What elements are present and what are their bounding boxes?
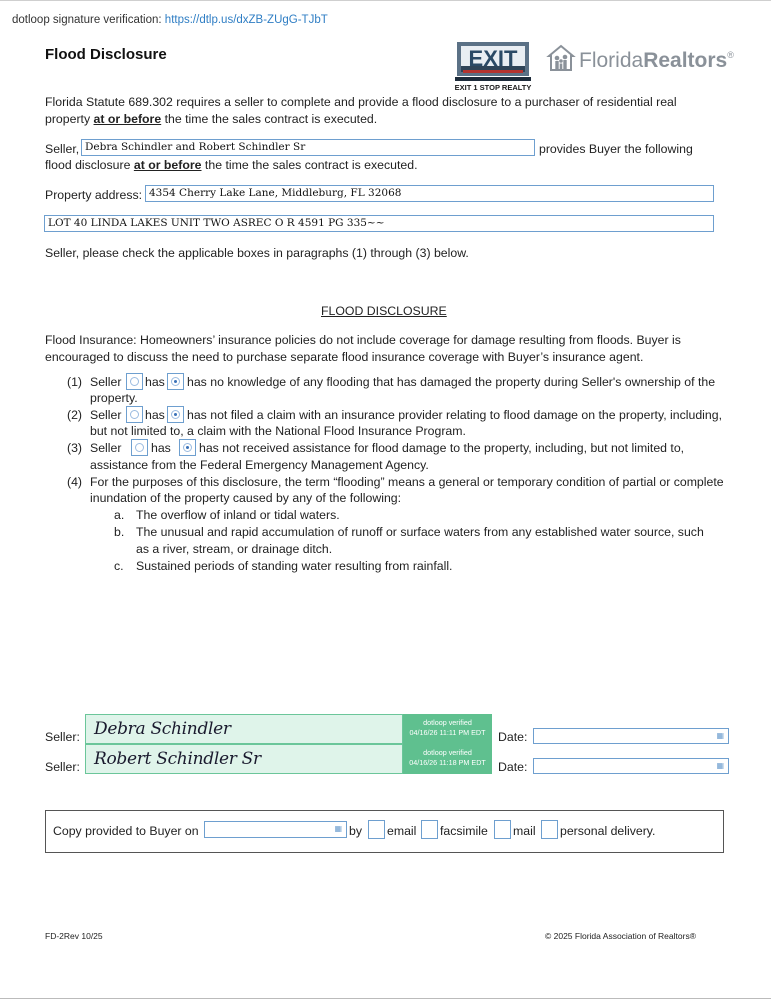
top-border bbox=[0, 0, 771, 1]
seller-2-date-label: Date: bbox=[498, 760, 528, 774]
realtors-text: Realtors bbox=[643, 49, 728, 72]
intro-line-1: Florida Statute 689.302 requires a seller to complete and provide a flood disclosure to a purchaser of residential real bbox=[45, 95, 677, 109]
seller-line-2 bbox=[45, 157, 418, 174]
item-2-has: has bbox=[145, 408, 165, 422]
copy-date-field[interactable] bbox=[204, 821, 347, 838]
item-4-line-1: For the purposes of this disclosure, the term “flooding” means a general or temporary condition of partial or complete bbox=[90, 475, 724, 489]
seller-2-signature-box[interactable] bbox=[85, 744, 403, 774]
item-2-text: has not filed a claim with an insurance provider relating to flood damage on the property, including, bbox=[187, 408, 722, 422]
mail-checkbox[interactable] bbox=[494, 820, 511, 839]
seller-2-verified-badge bbox=[403, 744, 492, 774]
sub-a-text: The overflow of inland or tidal waters. bbox=[136, 508, 340, 522]
seller-2-signature: Robert Schindler Sr bbox=[94, 749, 261, 769]
item-1-number: (1) bbox=[67, 375, 83, 389]
instruction-text: Seller, please check the applicable boxes in paragraphs (1) through (3) below. bbox=[45, 246, 469, 260]
seller-text-b: the time the sales contract is executed. bbox=[201, 158, 418, 172]
item-3-has-not-radio[interactable] bbox=[179, 439, 196, 456]
sub-b-letter: b. bbox=[114, 525, 125, 539]
seller-text-a: flood disclosure bbox=[45, 158, 134, 172]
seller-1-date-field[interactable] bbox=[533, 728, 729, 744]
item-1-seller: Seller bbox=[90, 375, 122, 389]
item-4-number: (4) bbox=[67, 475, 83, 489]
insurance-line-1: Flood Insurance: Homeowners’ insurance policies do not include coverage for damage resulting from floods. Buyer is bbox=[45, 333, 681, 347]
house-family-icon bbox=[549, 46, 573, 70]
item-2-text-2: but not limited to, a claim with the National Flood Insurance Program. bbox=[90, 424, 466, 438]
facsimile-option: facsimile bbox=[440, 824, 488, 838]
item-3-has: has bbox=[151, 441, 171, 455]
item-1-has-not-radio[interactable] bbox=[167, 373, 184, 390]
copy-provided-label: Copy provided to Buyer on bbox=[53, 824, 199, 838]
item-3-number: (3) bbox=[67, 441, 83, 455]
item-2-number: (2) bbox=[67, 408, 83, 422]
verification-link[interactable]: https://dtlp.us/dxZB-ZUgG-TJbT bbox=[164, 14, 328, 26]
section-heading: FLOOD DISCLOSURE bbox=[321, 304, 447, 318]
calendar-icon: ▦ bbox=[716, 731, 724, 740]
seller-label: Seller, bbox=[45, 142, 80, 156]
florida-realtors-logo bbox=[547, 42, 734, 79]
item-4-line-2: inundation of the property caused by any of the following: bbox=[90, 491, 402, 505]
intro-line-2 bbox=[45, 111, 377, 128]
signature-verification bbox=[12, 14, 328, 26]
insurance-line-2: encouraged to discuss the need to purchase separate flood insurance coverage with Buyer’s insurance agent. bbox=[45, 350, 644, 364]
seller-2-label: Seller: bbox=[45, 760, 80, 774]
exit-realty-logo bbox=[453, 40, 539, 92]
item-1-text: has no knowledge of any flooding that has damaged the property during Seller's ownership of the bbox=[187, 375, 716, 389]
seller-2-timestamp: 04/16/26 11:18 PM EDT bbox=[409, 758, 486, 767]
copyright: © 2025 Florida Association of Realtors® bbox=[545, 931, 696, 941]
seller-2-date-field[interactable] bbox=[533, 758, 729, 774]
facsimile-checkbox[interactable] bbox=[421, 820, 438, 839]
item-3-seller: Seller bbox=[90, 441, 122, 455]
item-2-has-not-radio[interactable] bbox=[167, 406, 184, 423]
item-3-text-2: assistance from the Federal Emergency Management Agency. bbox=[90, 458, 429, 472]
item-3-has-radio[interactable] bbox=[131, 439, 148, 456]
exit-tagline: EXIT 1 STOP REALTY bbox=[454, 83, 532, 92]
seller-1-label: Seller: bbox=[45, 730, 80, 744]
intro-emphasis: at or before bbox=[93, 112, 162, 126]
svg-text:FloridaRealtors® bbox=[579, 49, 734, 72]
seller-1-signature: Debra Schindler bbox=[94, 719, 231, 739]
exit-logo-graphic bbox=[453, 40, 539, 92]
florida-text: Florida bbox=[579, 49, 644, 72]
item-2-has-radio[interactable] bbox=[126, 406, 143, 423]
exit-wordmark: EXIT bbox=[468, 46, 518, 71]
email-checkbox[interactable] bbox=[368, 820, 385, 839]
florida-realtors-graphic bbox=[547, 42, 734, 74]
copy-by-label: by bbox=[349, 824, 362, 838]
intro-text-b: the time the sales contract is executed. bbox=[161, 112, 378, 126]
item-1-has: has bbox=[145, 375, 165, 389]
seller-2-verified-label: dotloop verified bbox=[423, 748, 472, 757]
item-2-seller: Seller bbox=[90, 408, 122, 422]
mail-option: mail bbox=[513, 824, 536, 838]
sub-a-letter: a. bbox=[114, 508, 125, 522]
seller-provides-text: provides Buyer the following bbox=[539, 142, 693, 156]
property-address-label: Property address: bbox=[45, 188, 143, 202]
bottom-border bbox=[0, 998, 771, 999]
calendar-icon: ▦ bbox=[716, 761, 724, 770]
seller-1-verified-badge bbox=[403, 714, 492, 744]
page-title: Flood Disclosure bbox=[45, 46, 167, 63]
seller-1-verified-label: dotloop verified bbox=[423, 718, 472, 727]
intro-text-a: property bbox=[45, 112, 94, 126]
registered-mark: ® bbox=[727, 50, 734, 60]
email-option: email bbox=[387, 824, 417, 838]
item-1-has-radio[interactable] bbox=[126, 373, 143, 390]
verification-label: dotloop signature verification: bbox=[12, 14, 162, 26]
property-address-field[interactable]: 4354 Cherry Lake Lane, Middleburg, FL 32068 bbox=[145, 185, 714, 202]
legal-description-field[interactable]: LOT 40 LINDA LAKES UNIT TWO ASREC O R 4591 PG 335~~ bbox=[44, 215, 714, 232]
seller-emphasis: at or before bbox=[133, 158, 202, 172]
personal-delivery-option: personal delivery. bbox=[560, 824, 656, 838]
seller-1-timestamp: 04/16/26 11:11 PM EDT bbox=[409, 728, 486, 737]
calendar-icon: ▦ bbox=[334, 824, 342, 833]
sub-b-text-2: as a river, stream, or drainage ditch. bbox=[136, 542, 333, 556]
sub-c-letter: c. bbox=[114, 559, 124, 573]
seller-1-date-label: Date: bbox=[498, 730, 528, 744]
item-1-text-2: property. bbox=[90, 391, 138, 405]
seller-1-signature-box[interactable] bbox=[85, 714, 403, 744]
item-3-text: has not received assistance for flood damage to the property, including, but not limited to, bbox=[199, 441, 685, 455]
sub-b-text: The unusual and rapid accumulation of runoff or surface waters from any established water source, such bbox=[136, 525, 704, 539]
form-revision: FD-2Rev 10/25 bbox=[45, 931, 103, 941]
sub-c-text: Sustained periods of standing water resulting from rainfall. bbox=[136, 559, 453, 573]
personal-delivery-checkbox[interactable] bbox=[541, 820, 558, 839]
seller-names-field[interactable]: Debra Schindler and Robert Schindler Sr bbox=[81, 139, 535, 156]
